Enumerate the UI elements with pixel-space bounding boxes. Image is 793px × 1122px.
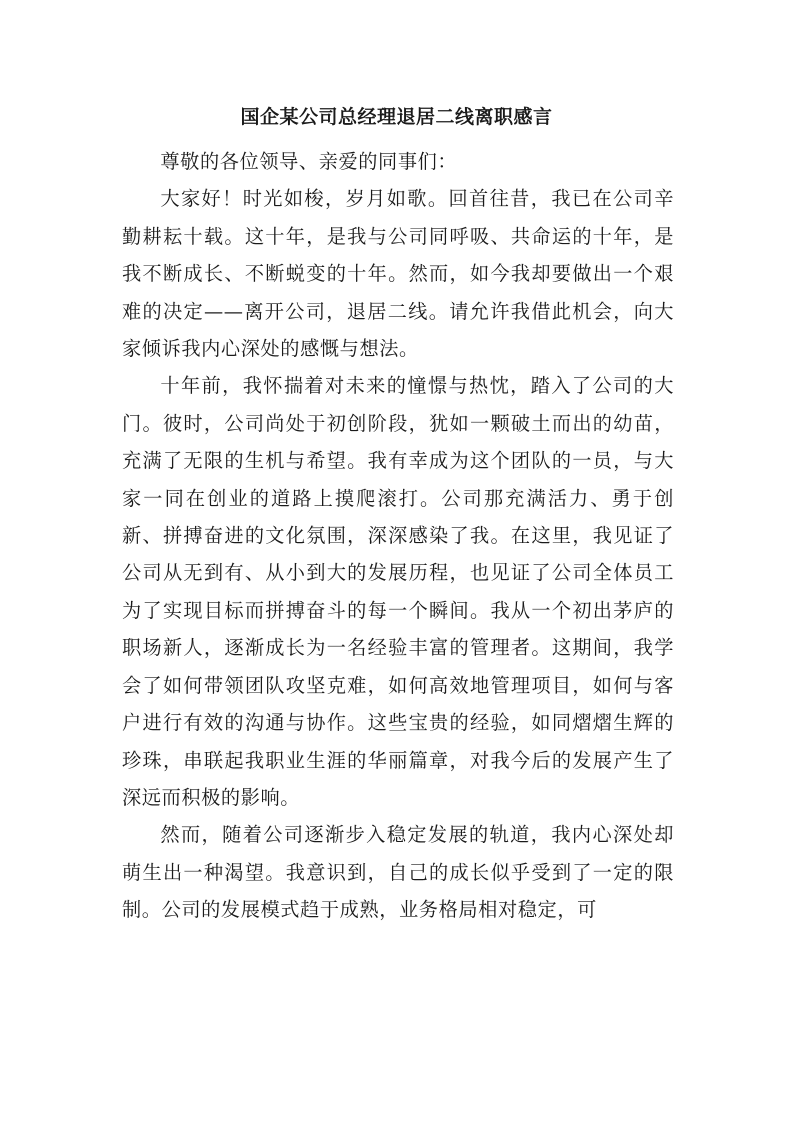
paragraph: 大家好！时光如梭，岁月如歌。回首往昔，我已在公司辛勤耕耘十载。这十年，是我与公司同呼吸、共命运的十年，是我不断成长、不断蜕变的十年。然而，如今我却要做出一个艰难的决定——离开公司，退居二线。请允许我借此机会，向大家倾诉我内心深处的感慨与想法。 [122, 187, 674, 361]
paragraph: 十年前，我怀揣着对未来的憧憬与热忱，踏入了公司的大门。彼时，公司尚处于初创阶段，犹如一颗破土而出的幼苗，充满了无限的生机与希望。我有幸成为这个团队的一员，与大家一同在创业的道路上摸爬滚打。公司那充满活力、勇于创新、拼搏奋进的文化氛围，深深感染了我。在这里，我见证了公司从无到有、从小到大的发展历程，也见证了公司全体员工为了实现目标而拼搏奋斗的每一个瞬间。我从一个初出茅庐的职场新人，逐渐成长为一名经验丰富的管理者。这期间，我学会了如何带领团队攻坚克难，如何高效地管理项目，如何与客户进行有效的沟通与协作。这些宝贵的经验，如同熠熠生辉的珍珠，串联起我职业生涯的华丽篇章，对我今后的发展产生了深远而积极的影响。 [122, 374, 674, 809]
paragraph: 然而，随着公司逐渐步入稳定发展的轨道，我内心深处却萌生出一种渴望。我意识到，自己的成长似乎受到了一定的限制。公司的发展模式趋于成熟，业务格局相对稳定，可 [122, 823, 674, 922]
document-body [122, 143, 674, 929]
salutation: 尊敬的各位领导、亲爱的同事们： [160, 150, 458, 173]
document-title: 国企某公司总经理退居二线离职感言 [240, 106, 553, 128]
